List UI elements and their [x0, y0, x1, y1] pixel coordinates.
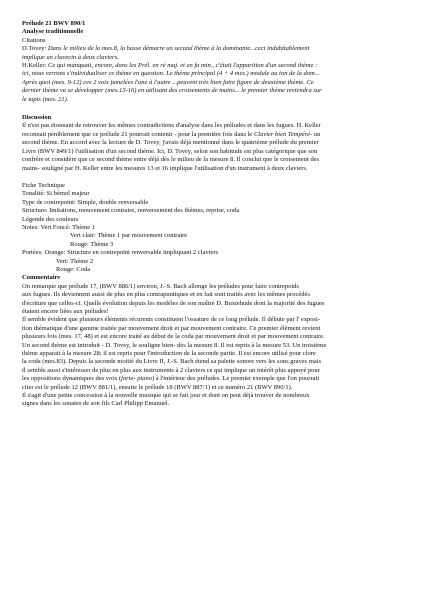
- citation-author: D.Tovey:: [22, 45, 47, 53]
- commentaire-line: citer est le prélude 12 (BWV 881/1), ensuite le prélude 18 (BWV 887/1) et ce numéro 21 (BWV 890/1).: [22, 383, 293, 391]
- document-content: [22, 20, 414, 409]
- commentaire-line: Il s'agit d'une petite concession à la nouvelle musique qui se fait jour et dont on peut déjà trouver de nombreux: [22, 392, 310, 400]
- citations-label: Citations: [22, 36, 46, 44]
- commentaire-heading: Commentaire: [22, 274, 61, 282]
- fiche-portees: Rouge: Coda: [56, 265, 91, 273]
- discussion-line: Livre (BWV 849/1) l'utilisation d'un second thème. Ici, D. Tovey, selon son habitude est plus catégorique que son: [22, 147, 318, 155]
- discussion-line: confrère et considère que ce second thème entre déjà dès le milieu de la mesure 8. Il conclut que le croisement des: [22, 156, 320, 164]
- commentaire-line: plusieurs fois (mes. 17, 48) et est encore traité au début de la coda par mouvement droit et par mouvement contraire.: [22, 333, 325, 341]
- commentaire-line: étaient encore liées aux préludes!: [22, 308, 109, 315]
- discussion-text: - un: [310, 130, 321, 138]
- book-title: Clavier bien Tempéré: [253, 130, 311, 138]
- page-title: Prélude 21 BWV 890/1: [22, 20, 86, 27]
- fiche-contrepoint: Type de contrepoint: Simple, double renversable: [22, 198, 149, 206]
- discussion-text: reconnait péniblement que ce prélude 21 pourrait contenir - pour la première fois dans le: [22, 130, 254, 138]
- citation-tovey: [22, 45, 414, 53]
- fiche-notes: Rouge: Thème 3: [70, 240, 114, 248]
- citation-keller: [22, 62, 414, 70]
- commentaire-line: la coda (mes.83). Depuis la seconde moitié du Livre II, J.-S. Bach étend sa palette sonore vers les sons graves mais: [22, 358, 322, 366]
- discussion-line: [22, 131, 414, 139]
- commentaire-text: les oppositions dynamiques des voix (: [22, 375, 122, 383]
- discussion-line: Il n'est pas étonnant de retrouver les mêmes contradictions d'analyse dans les préludes et dans les fugues. H. Keller: [22, 122, 321, 130]
- citation-text: Après quoi (mes. 9-12) ces 2 voix jumelées l'une à l'autre ...peuvent très bien faire figure de deuxième thème. Ce: [22, 78, 314, 86]
- commentaire-line: Il semble évident que plusieurs éléments récurents constituent l'ossature de ce long prélude. Il débute par l' exposi-: [22, 316, 321, 324]
- citation-text: dernier thème va se développer (mes.13-16) en utilisant des croisements de mains... le premier thème reviendra sur: [22, 87, 322, 95]
- fiche-notes: Notes: Vert Foncé: Thème 1: [22, 223, 96, 231]
- commentaire-line: aux fugues. Ils deviennent aussi de plus en plus contrapuntiques et en fait sont traités avec les mêmes procédés: [22, 291, 310, 299]
- discussion-line: mains- souligné par H. Keller entre les mesures 13 et 16 implique l'utilisation d'un instrument à deux claviers.: [22, 164, 308, 172]
- commentaire-line: d'écriture que celles-ci. Quelle évolution depuis les modèles de son maître D. Buxtehude dont la majorité des fugues: [22, 299, 325, 307]
- citation-text: le tapis (mes. 21).: [22, 95, 69, 103]
- commentaire-line: il semble aussi s'intéresser de plus en plus aux instruments à 2 claviers ce qui implique un intérêt plus appuyé pour: [22, 366, 320, 374]
- fiche-portees: Portées: Orange: Structure en contrepoint renversable impliquant 2 claviers: [22, 249, 219, 257]
- commentaire-line: On remarque que prélude 17, (BWV 886/1) environ, J.-S. Bach allonge les préludes pour faire contrepoids: [22, 282, 299, 290]
- citation-author: H.Keller:: [22, 62, 47, 70]
- commentaire-line: Un second thème est introduit - D. Tovey, le souligne bien- dès la mesure 8. Il est repris à la mesure 53. Un troisième: [22, 341, 327, 349]
- page-subtitle: Analyse traditionnelle: [22, 28, 84, 36]
- discussion-line: second thème. En accord avec la lecture de D. Tovey, j'avais déjà mentionné dans le quatrième prélude du premier: [22, 139, 319, 147]
- commentaire-line: [22, 375, 414, 383]
- citation-text: ici, nous verrons s'individualiser ce thème en question. Le thème principal (4 + 4 mes.) module au ton de la dom...: [22, 70, 320, 78]
- fiche-legende: Légende des couleurs: [22, 215, 79, 223]
- fiche-structure: Structure: Imitations, mouvement contraire, renversement des thèmes, reprise, coda: [22, 207, 240, 215]
- citation-text: Dans le milieu de la mes.8, la basse démarre un second thème à la dominante...ceci indubitablement: [47, 45, 310, 53]
- fiche-portees: Vert: Thème 2: [56, 257, 94, 265]
- citation-text: Ce qui manquait, encore, dans les Prél. en ré maj. et en fa min., c'était l'apparition d'un second thème :: [48, 62, 318, 70]
- fiche-tonalite: Tonalité: Si bémol majeur: [22, 190, 90, 198]
- discussion-heading: Discussion: [22, 114, 52, 122]
- commentaire-line: thème apparait à la mesure 28; il est repris pour l'introduction de la seconde partie. Il est encore utilisé pour clore: [22, 350, 316, 358]
- fiche-heading: Fiche Technique: [22, 181, 65, 189]
- commentaire-line: signes dans les sonates de son fils Carl Philipp Emanuel.: [22, 400, 170, 408]
- fiche-notes: Vert clair: Thème 1 par mouvement contraire: [70, 232, 188, 240]
- citation-text: implique un clavecin à deux claviers.: [22, 53, 119, 61]
- commentaire-line: tion thématique d'une gamme traitée par mouvement droit et par mouvement contraire. Ce premier élément revient: [22, 324, 321, 332]
- commentaire-text: ) à l'intérieur des préludes. Le premier exemple que l'on pourrait: [152, 375, 320, 383]
- dynamics-term: forte- piano: [121, 375, 152, 383]
